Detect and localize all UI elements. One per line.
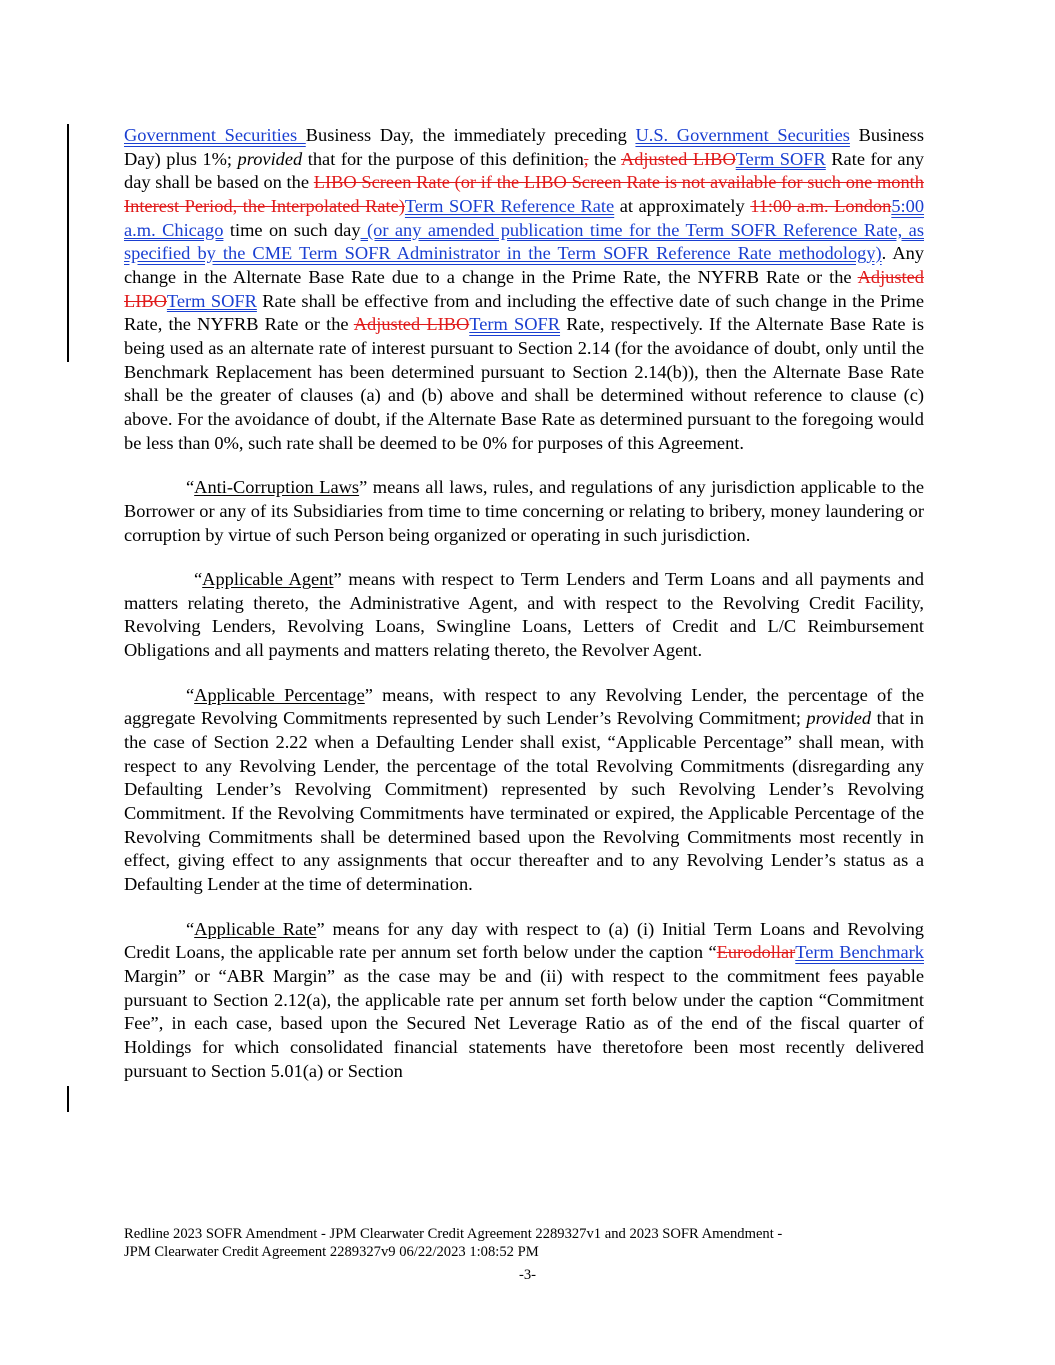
- body-text: at approximately: [614, 195, 751, 216]
- inserted-text: Term Benchmark: [795, 942, 924, 963]
- quote-mark: “: [186, 918, 195, 939]
- definition-applicable-percentage: [124, 684, 924, 897]
- definition-text: ” means with respect to Term Lenders and Term Loans and all payments and matters relating thereto, the Administrative Agent, and with respect to the Revolving Credit Facility, Revolving Lenders, Revolving Loans, Swingline Loans, Letters of Credit and L/C Reimbursement Obligations and all payments and matters relating thereto, the Revolver Agent.: [124, 569, 924, 661]
- deleted-text: LIBO Screen Rate (or if the LIBO Screen Rate is not available for such one month Interest Period, the Interpolated Rate): [124, 172, 924, 216]
- definition-text: that in the case of Section 2.22 when a Defaulting Lender shall exist, “Applicable Percentage” shall mean, with respect to any Revolving Lender, the percentage of the total Revolving Commitments (disregarding any Defaulting Lender’s Revolving Commitment) represented by such Revolving Lender’s Revolving Commitment. If the Revolving Commitments have terminated or expired, the Applicable Percentage of the Revolving Commitments shall be determined based upon the Revolving Commitments most recently in effect, giving effect to any assignments that occur thereafter and to any Revolving Lender’s status as a Defaulting Lender at the time of determination.: [124, 708, 924, 895]
- definition-applicable-rate: [124, 918, 924, 1084]
- definition-text: ” means for any day with respect to (a) (i) Initial Term Loans and Revolving Credit Loans, the applicable rate per annum set forth below under the caption “: [124, 918, 924, 963]
- inserted-text: Term SOFR: [469, 314, 561, 335]
- deleted-text: 11:00 a.m. London: [750, 195, 892, 216]
- quote-mark: “: [186, 477, 195, 498]
- emphasis-text: provided: [237, 148, 303, 169]
- defined-term: Anti-Corruption Laws: [194, 477, 360, 498]
- defined-term: Applicable Agent: [202, 569, 334, 590]
- body-text: Rate for any day shall be based on the: [124, 148, 924, 193]
- defined-term: Applicable Percentage: [194, 684, 365, 705]
- defined-term: Applicable Rate: [194, 918, 317, 939]
- inserted-text: Term SOFR Reference Rate: [404, 195, 615, 216]
- inserted-text: U.S. Government Securities: [635, 125, 850, 145]
- quote-mark: “: [194, 569, 203, 590]
- definition-applicable-agent: [124, 568, 924, 663]
- body-text: the: [588, 148, 621, 169]
- deleted-text: Adjusted LIBO: [620, 148, 736, 169]
- body-text: . Any change in the Alternate Base Rate due to a change in the Prime Rate, the NYFRB Rate or the: [124, 243, 924, 287]
- body-text: Business Day) plus 1%;: [124, 125, 924, 169]
- deleted-text: ,: [583, 148, 589, 169]
- change-bar: [67, 1086, 69, 1112]
- document-footer: [124, 1226, 924, 1261]
- deleted-text: Adjusted LIBO: [124, 266, 924, 311]
- definition-text: ” means, with respect to any Revolving Lender, the percentage of the aggregate Revolving Commitments represented by such Lender’s Revolving Commitment;: [124, 684, 924, 729]
- body-text: Rate, respectively. If the Alternate Base Rate is being used as an alternate rate of interest pursuant to Section 2.14 (for the avoidance of doubt, only until the Benchmark Replacement has been determined pursuant to Section 2.14(b)), then the Alternate Base Rate shall be the greater of clauses (a) and (b) above and shall be determined without reference to clause (c) above. For the avoidance of doubt, if the Alternate Base Rate as determined pursuant to the foregoing would be less than 0%, such rate shall be deemed to be 0% for purposes of this Agreement.: [124, 314, 924, 453]
- body-text: Rate shall be effective from and including the effective date of such change in the Prime Rate, the NYFRB Rate or the: [124, 290, 924, 335]
- footer-line: JPM Clearwater Credit Agreement 2289327v9 06/22/2023 1:08:52 PM: [124, 1243, 539, 1260]
- paragraph-abr-continuation: [124, 124, 924, 455]
- definition-text: ” means all laws, rules, and regulations of any jurisdiction applicable to the Borrower or any of its Subsidiaries from time to time concerning or relating to bribery, money laundering or corruption by virtue of such Person being organized or operating in such jurisdiction.: [124, 477, 924, 545]
- body-text: Business Day, the immediately preceding: [305, 125, 636, 145]
- inserted-text: Term SOFR: [735, 148, 826, 169]
- document-body: [124, 124, 924, 1104]
- definition-anti-corruption-laws: [124, 476, 924, 547]
- body-text: time on such day: [223, 219, 361, 240]
- footer-line: Redline 2023 SOFR Amendment - JPM Clearwater Credit Agreement 2289327v1 and 2023 SOFR Amendment -: [124, 1226, 783, 1242]
- deleted-text: Adjusted LIBO: [353, 314, 470, 335]
- inserted-text: Government Securities: [124, 125, 306, 145]
- deleted-text: Eurodollar: [716, 942, 796, 963]
- inserted-text: Term SOFR: [166, 290, 257, 311]
- change-bar: [67, 124, 69, 362]
- inserted-text: 5:00 a.m. Chicago: [124, 195, 925, 240]
- definition-text: Margin” or “ABR Margin” as the case may be and (ii) with respect to the commitment fees payable pursuant to Section 2.12(a), the applicable rate per annum set forth below under the caption “Commitment Fee”, in each case, based upon the Secured Net Leverage Ratio as of the end of the fiscal quarter of Holdings for which consolidated financial statements have theretofore been most recently delivered pursuant to Section 5.01(a) or Section: [124, 966, 924, 1081]
- body-text: that for the purpose of this definition: [302, 148, 584, 169]
- emphasis-text: provided: [806, 708, 872, 729]
- page-number: -3-: [518, 1267, 537, 1283]
- quote-mark: “: [186, 684, 195, 705]
- inserted-text: (or any amended publication time for the Term SOFR Reference Rate, as specified by the CME Term SOFR Administrator in the Term SOFR Reference Rate methodology): [124, 219, 924, 264]
